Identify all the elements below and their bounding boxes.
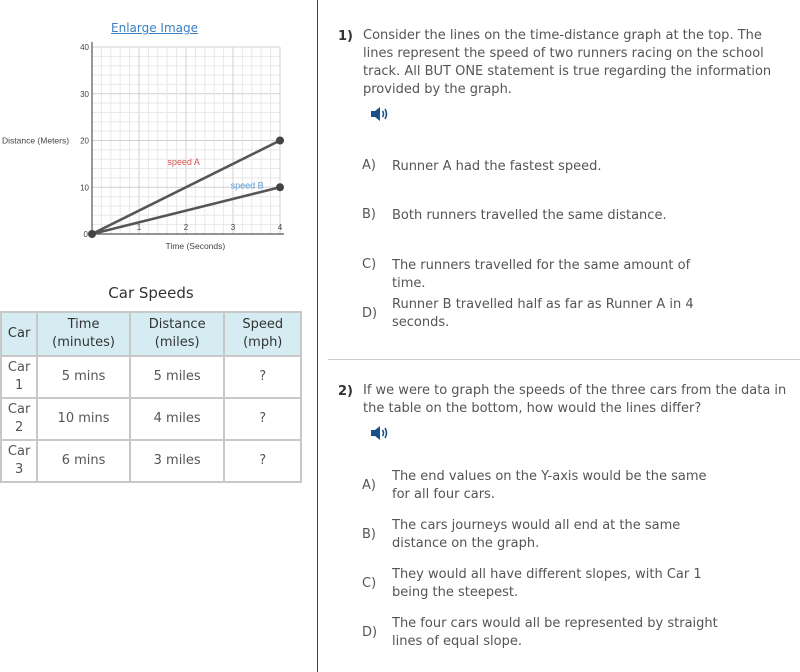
cell-car: Car 2	[1, 398, 37, 440]
cell-speed: ?	[224, 398, 301, 440]
series-endpoint	[276, 183, 284, 191]
cell-car: Car 3	[1, 440, 37, 482]
question-number: 2)	[338, 384, 353, 399]
option-letter: C)	[362, 257, 377, 272]
option-letter: B)	[362, 527, 376, 542]
header-time: Time (minutes)	[37, 312, 130, 356]
question-divider	[328, 359, 800, 360]
cell-distance: 4 miles	[130, 398, 225, 440]
y-tick-label: 10	[80, 183, 89, 193]
option-text: The end values on the Y-axis would be the same for all four cars.	[392, 469, 707, 502]
y-tick-label: 0	[83, 230, 88, 239]
cell-distance: 5 miles	[130, 356, 225, 398]
car-speeds-table	[0, 311, 302, 483]
x-tick-label: 1	[136, 223, 142, 232]
header-distance: Distance (miles)	[130, 312, 225, 356]
x-tick-label: 2	[183, 223, 189, 232]
x-tick-label: 3	[230, 223, 236, 232]
speaker-icon[interactable]	[370, 425, 390, 441]
series-endpoint	[276, 137, 284, 145]
speaker-icon[interactable]	[370, 106, 390, 122]
y-tick-label: 40	[80, 43, 89, 52]
y-axis-title: Distance (Meters)	[2, 135, 70, 146]
option-letter: B)	[362, 207, 376, 222]
question-text: Consider the lines on the time-distance graph at the top. The lines represent the speed of two runners racing on the school track. All BUT ONE statement is true regarding the information provided by the graph.	[363, 28, 772, 97]
left-pane	[0, 0, 318, 672]
table-header-row	[1, 312, 301, 356]
table-row	[1, 440, 301, 482]
question-text: If we were to graph the speeds of the three cars from the data in the table on the bottom, how would the lines differ?	[363, 383, 787, 416]
option-text: The runners travelled for the same amount of time.	[392, 258, 691, 291]
time-distance-chart	[0, 38, 310, 266]
option-letter: A)	[362, 158, 376, 173]
option-letter: D)	[362, 306, 378, 321]
option-text: Runner A had the fastest speed.	[392, 159, 602, 174]
option-letter: D)	[362, 625, 378, 640]
question-number: 1)	[338, 29, 353, 44]
option-text: The cars journeys would all end at the same distance on the graph.	[392, 518, 681, 551]
table-row	[1, 398, 301, 440]
right-pane	[318, 0, 800, 672]
header-car: Car	[1, 312, 37, 356]
series-label-b: speed B	[230, 180, 264, 191]
y-tick-label: 20	[80, 136, 89, 146]
cell-distance: 3 miles	[130, 440, 225, 482]
table-title: Car Speeds	[108, 284, 194, 302]
x-tick-label: 4	[277, 223, 283, 232]
cell-car: Car 1	[1, 356, 37, 398]
option-letter: A)	[362, 478, 376, 493]
series-label-a: speed A	[167, 156, 200, 167]
option-text: Both runners travelled the same distance.	[392, 208, 667, 223]
cell-speed: ?	[224, 356, 301, 398]
option-text: Runner B travelled half as far as Runner A in 4 seconds.	[392, 297, 694, 330]
enlarge-image-link[interactable]: Enlarge Image	[111, 21, 198, 35]
cell-speed: ?	[224, 440, 301, 482]
header-speed: Speed (mph)	[224, 312, 301, 356]
option-letter: C)	[362, 576, 377, 591]
y-tick-label: 30	[80, 89, 89, 99]
cell-time: 6 mins	[37, 440, 130, 482]
table-row	[1, 356, 301, 398]
option-text: The four cars would all be represented by straight lines of equal slope.	[392, 616, 718, 649]
x-axis-title: Time (Seconds)	[165, 241, 226, 251]
cell-time: 5 mins	[37, 356, 130, 398]
cell-time: 10 mins	[37, 398, 130, 440]
option-text: They would all have different slopes, with Car 1 being the steepest.	[392, 567, 702, 600]
origin-point	[88, 230, 96, 238]
